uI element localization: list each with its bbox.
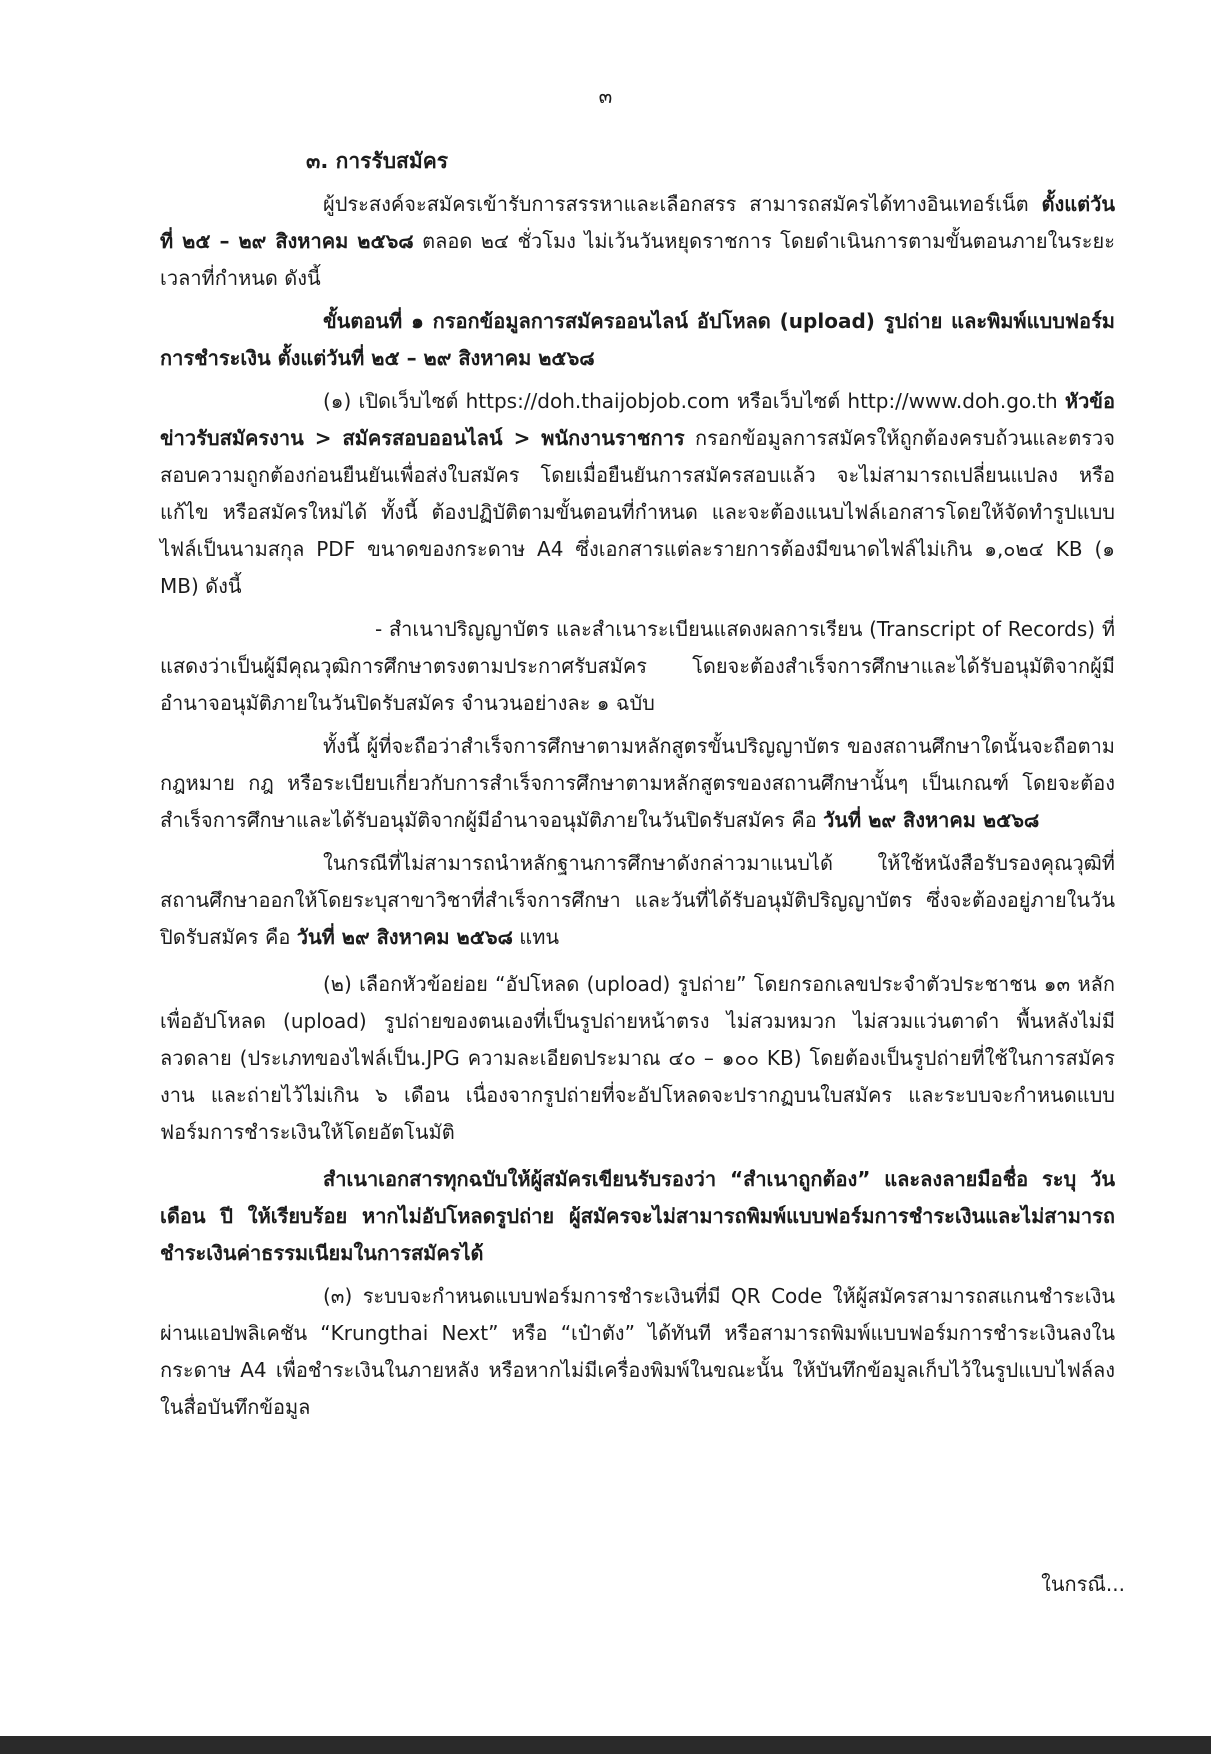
scan-edge-bar xyxy=(0,1736,1211,1754)
closing-date: วันที่ ๒๙ สิงหาคม ๒๕๖๘ xyxy=(823,808,1040,832)
certificate-closing-date: วันที่ ๒๙ สิงหาคม ๒๕๖๘ xyxy=(296,925,513,949)
continuation-marker: ในกรณี... xyxy=(1041,1572,1125,1596)
item-1-prefix: (๑) เปิดเว็บไซต์ xyxy=(323,389,466,413)
intro-paragraph xyxy=(160,186,1115,297)
section-heading: ๓. การรับสมัคร xyxy=(306,149,449,173)
intro-text-continued: ตลอด ๒๔ ชั่วโมง ไม่เว้นวันหยุดราชการ โดยดำเนินการตามขั้นตอนภายในระยะเวลาที่กำหนด ดังนี้ xyxy=(160,229,1115,290)
certificate-suffix: แทน xyxy=(512,925,560,949)
certificate-paragraph xyxy=(160,845,1115,956)
department-website-link[interactable]: http://www.doh.go.th xyxy=(847,389,1058,413)
step-1-heading: ขั้นตอนที่ ๑ กรอกข้อมูลการสมัครออนไลน์ อัปโหลด (upload) รูปถ่าย และพิมพ์แบบฟอร์มการชำระเงิน ตั้งแต่วันที่ ๒๕ – ๒๙ สิงหาคม ๒๕๖๘ xyxy=(160,309,1115,370)
page-number: ๓ xyxy=(598,84,613,108)
intro-text: ผู้ประสงค์จะสมัครเข้ารับการสรรหาและเลือกสรร สามารถสมัครได้ทางอินเทอร์เน็ต xyxy=(323,192,1029,216)
item-1-text: กรอกข้อมูลการสมัครให้ถูกต้องครบถ้วนและตรวจสอบความถูกต้องก่อนยืนยันเพื่อส่งใบสมัคร โดยเมื่อยืนยันการสมัครสอบแล้ว จะไม่สามารถเปลี่ยนแปลง หรือแก้ไข หรือสมัครใหม่ได้ ทั้งนี้ ต้องปฏิบัติตามขั้นตอนที่กำหนด และจะต้องแนบไฟล์เอกสารโดยให้จัดทำรูปแบบไฟล์เป็นนามสกุล PDF ขนาดของกระดาษ A4 ซึ่งเอกสารแต่ละรายการต้องมีขนาดไฟล์ไม่เกิน ๑,๐๒๔ KB (๑ MB) ดังนี้ xyxy=(160,426,1115,598)
notice-paragraph: สำเนาเอกสารทุกฉบับให้ผู้สมัครเขียนรับรองว่า “สำเนาถูกต้อง” และลงลายมือชื่อ ระบุ วัน เดือน ปี ให้เรียบร้อย หากไม่อัปโหลดรูปถ่าย ผู้สมัครจะไม่สามารถพิมพ์แบบฟอร์มการชำระเงินและไม่สามารถชำระเงินค่าธรรมเนียมในการสมัครได้ xyxy=(160,1167,1115,1265)
application-period: ตั้งแต่วันที่ ๒๕ – ๒๙ สิงหาคม ๒๕๖๘ xyxy=(160,192,1115,253)
item-1-middle: หรือเว็บไซต์ xyxy=(729,389,848,413)
graduation-paragraph xyxy=(160,728,1115,839)
item-3-paragraph: (๓) ระบบจะกำหนดแบบฟอร์มการชำระเงินที่มี QR Code ให้ผู้สมัครสามารถสแกนชำระเงินผ่านแอปพลิเคชัน “Krungthai Next” หรือ “เป๋าตัง” ได้ทันที หรือสามารถพิมพ์แบบฟอร์มการชำระเงินลงในกระดาษ A4 เพื่อชำระเงินในภายหลัง หรือหากไม่มีเครื่องพิมพ์ในขณะนั้น ให้บันทึกข้อมูลเก็บไว้ในรูปแบบไฟล์ลงในสื่อบันทึกข้อมูล xyxy=(160,1284,1115,1419)
graduation-text: ทั้งนี้ ผู้ที่จะถือว่าสำเร็จการศึกษาตามหลักสูตรขั้นปริญญาบัตร ของสถานศึกษาใดนั้นจะถือตามกฎหมาย กฎ หรือระเบียบเกี่ยวกับการสำเร็จการศึกษาตามหลักสูตรของสถานศึกษานั้นๆ เป็นเกณฑ์ โดยจะต้องสำเร็จการศึกษาและได้รับอนุมัติจากผู้มีอำนาจอนุมัติภายในวันปิดรับสมัคร คือ xyxy=(160,734,1115,832)
document-body xyxy=(160,186,1115,1426)
menu-path: หัวข้อ ข่าวรับสมัครงาน > สมัครสอบออนไลน์ > พนักงานราชการ xyxy=(160,389,1115,450)
item-1-paragraph xyxy=(160,383,1115,605)
item-2-paragraph: (๒) เลือกหัวข้อย่อย “อัปโหลด (upload) รูปถ่าย” โดยกรอกเลขประจำตัวประชาชน ๑๓ หลัก เพื่ออัปโหลด (upload) รูปถ่ายของตนเองที่เป็นรูปถ่ายหน้าตรง ไม่สวมหมวก ไม่สวมแว่นตาดำ พื้นหลังไม่มีลวดลาย (ประเภทของไฟล์เป็น.JPG ความละเอียดประมาณ ๔๐ – ๑๐๐ KB) โดยต้องเป็นรูปถ่ายที่ใช้ในการสมัครงาน และถ่ายไว้ไม่เกิน ๖ เดือน เนื่องจากรูปถ่ายที่จะอัปโหลดจะปรากฏบนใบสมัคร และระบบจะกำหนดแบบฟอร์มการชำระเงินให้โดยอัตโนมัติ xyxy=(160,972,1115,1144)
application-website-link[interactable]: https://doh.thaijobjob.com xyxy=(465,389,730,413)
certificate-text: ในกรณีที่ไม่สามารถนำหลักฐานการศึกษาดังกล่าวมาแนบได้ ให้ใช้หนังสือรับรองคุณวุฒิที่สถานศึกษาออกให้โดยระบุสาขาวิชาที่สำเร็จการศึกษา และวันที่ได้รับอนุมัติปริญญาบัตร ซึ่งจะต้องอยู่ภายในวันปิดรับสมัคร คือ xyxy=(160,851,1115,949)
bullet-degree-copy: - สำเนาปริญญาบัตร และสำเนาระเบียนแสดงผลการเรียน (Transcript of Records) ที่แสดงว่าเป็นผู้มีคุณวุฒิการศึกษาตรงตามประกาศรับสมัคร โดยจะต้องสำเร็จการศึกษาและได้รับอนุมัติจากผู้มีอำนาจอนุมัติภายในวันปิดรับสมัคร จำนวนอย่างละ ๑ ฉบับ xyxy=(160,617,1115,715)
